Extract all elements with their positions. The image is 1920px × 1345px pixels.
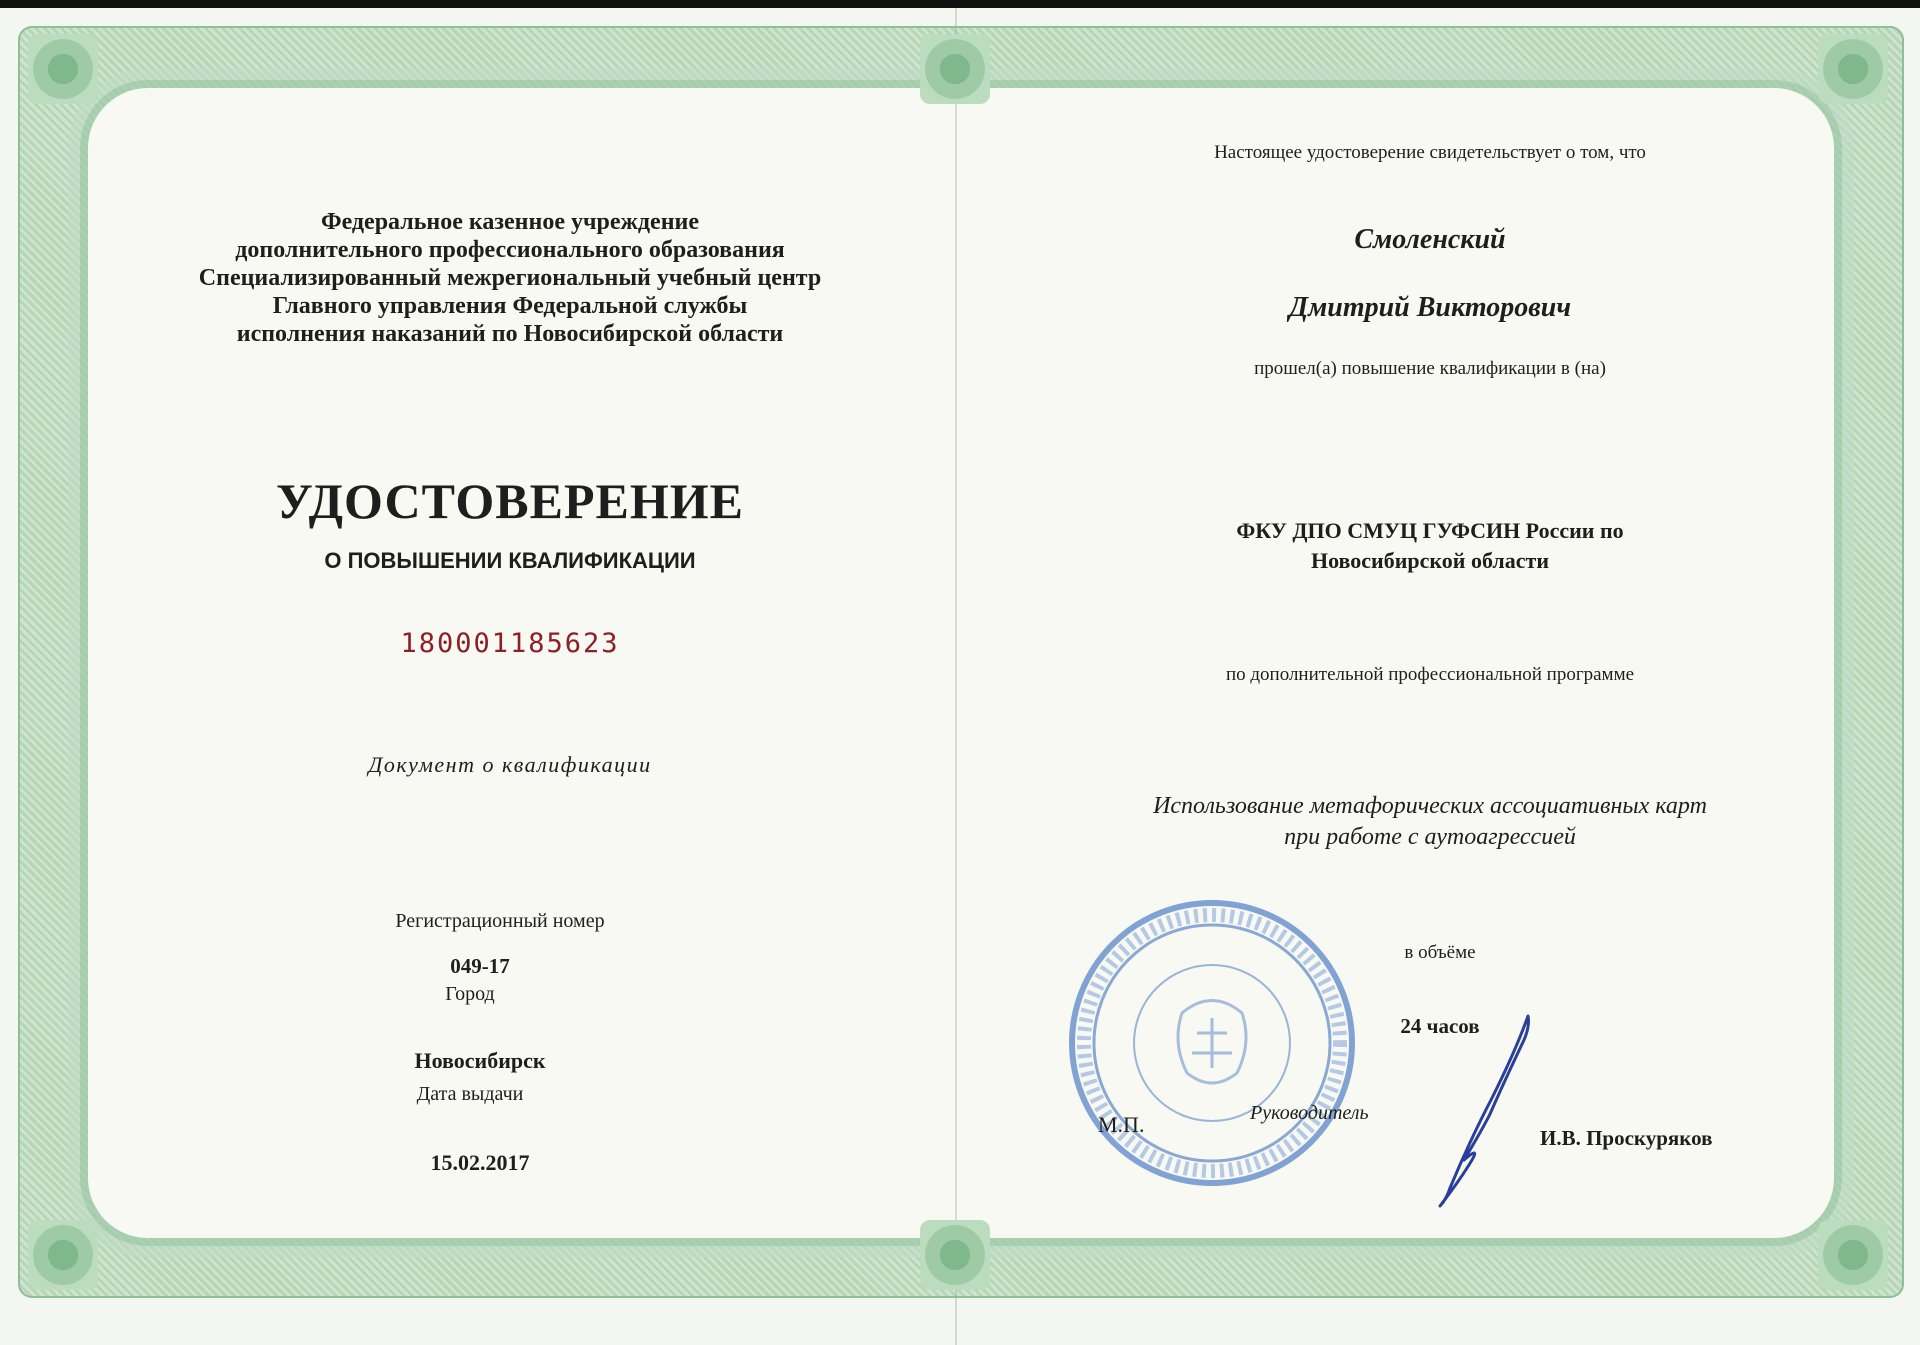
seal-place-label: М.П. — [1098, 1112, 1145, 1137]
program-label: по дополнительной профессиональной программе — [1225, 664, 1635, 685]
scan-top-edge — [0, 0, 1920, 8]
corner-ornament — [920, 34, 990, 104]
city-value: Новосибирск — [414, 1048, 546, 1073]
signature-icon — [1420, 1010, 1540, 1210]
holder-given-names: Дмитрий Викторович — [1288, 292, 1572, 323]
organization-line: Специализированный межрегиональный учебный центр — [198, 265, 822, 291]
corner-ornament — [28, 34, 98, 104]
certificate-title: УДОСТОВЕРЕНИЕ — [276, 473, 744, 529]
program-title-line: Использование метафорических ассоциативных карт — [1153, 793, 1707, 819]
head-name: И.В. Проскуряков — [1540, 1126, 1713, 1150]
hours-value: 24 часов — [1400, 1014, 1480, 1038]
institution-line: ФКУ ДПО СМУЦ ГУФСИН России по — [1236, 518, 1624, 543]
passed-text: прошел(а) повышение квалификации в (на) — [1254, 358, 1606, 379]
serial-number: 180001185623 — [400, 628, 620, 659]
official-stamp-icon — [1062, 893, 1362, 1193]
document-type: Документ о квалификации — [368, 752, 652, 777]
corner-ornament — [1818, 34, 1888, 104]
holder-surname: Смоленский — [1354, 224, 1506, 255]
certifies-text: Настоящее удостоверение свидетельствует о том, что — [1214, 142, 1646, 163]
volume-label: в объёме — [1404, 942, 1476, 963]
issue-date-label: Дата выдачи — [416, 1083, 524, 1105]
organization-line: Главного управления Федеральной службы — [272, 293, 748, 319]
corner-ornament — [28, 1220, 98, 1290]
issue-date: 15.02.2017 — [430, 1150, 530, 1175]
head-label: Руководитель — [1250, 1102, 1369, 1124]
organization-line: исполнения наказаний по Новосибирской области — [236, 321, 784, 347]
center-fold — [955, 8, 957, 1345]
issuing-organization — [150, 208, 870, 348]
institution-line: Новосибирской области — [1310, 548, 1549, 573]
program-title-line: при работе с аутоагрессией — [1284, 824, 1576, 850]
corner-ornament — [920, 1220, 990, 1290]
certificate-spread — [0, 8, 1920, 1345]
registration-number: 049-17 — [450, 954, 510, 978]
organization-line: дополнительного профессионального образования — [235, 237, 785, 263]
certificate-subtitle: О ПОВЫШЕНИИ КВАЛИФИКАЦИИ — [324, 548, 696, 573]
corner-ornament — [1818, 1220, 1888, 1290]
organization-line: Федеральное казенное учреждение — [320, 209, 700, 235]
city-label: Город — [445, 983, 495, 1005]
registration-label: Регистрационный номер — [395, 910, 605, 932]
